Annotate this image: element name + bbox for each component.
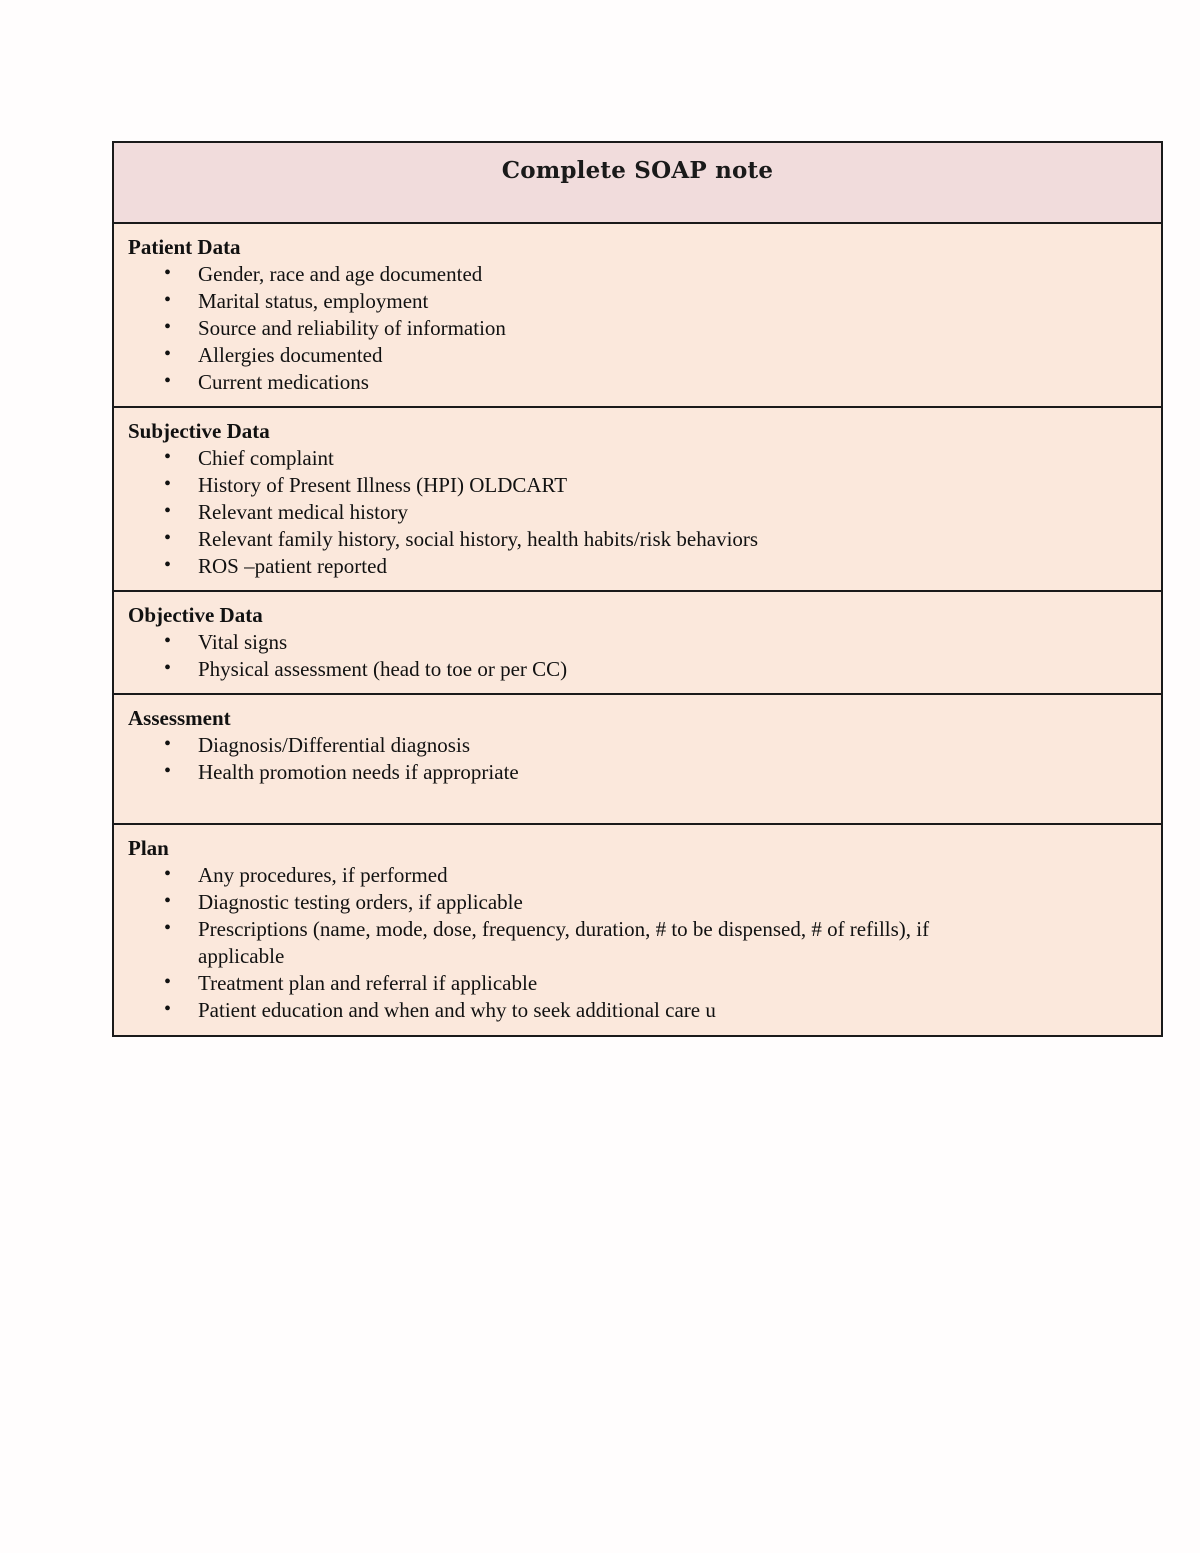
- list-item: [128, 553, 958, 580]
- bullet-list: [128, 732, 1147, 786]
- bullet-icon: •: [164, 370, 172, 392]
- list-item: [128, 369, 958, 396]
- list-item-text: Vital signs: [198, 630, 288, 654]
- table-title-row: [114, 143, 1161, 224]
- section-heading: Plan: [128, 836, 169, 860]
- bullet-icon: •: [164, 760, 172, 782]
- section-objective-data: [114, 592, 1161, 695]
- list-item: [128, 732, 958, 759]
- list-item-text: Any procedures, if performed: [198, 863, 448, 887]
- list-item-text: Health promotion needs if appropriate: [198, 760, 519, 784]
- list-item: [128, 261, 958, 288]
- bullet-icon: •: [164, 917, 172, 939]
- section-heading: Subjective Data: [128, 419, 270, 443]
- list-item: [128, 970, 958, 997]
- soap-note-table: [112, 141, 1163, 1037]
- bullet-list: [128, 629, 1147, 683]
- bullet-list: [128, 261, 1147, 396]
- bullet-icon: •: [164, 554, 172, 576]
- list-item: [128, 315, 958, 342]
- list-item: [128, 288, 958, 315]
- section-patient-data: [114, 224, 1161, 408]
- list-item-text: Current medications: [198, 370, 369, 394]
- list-item-text: Chief complaint: [198, 446, 334, 470]
- list-item: [128, 759, 958, 786]
- bullet-icon: •: [164, 446, 172, 468]
- list-item: [128, 889, 958, 916]
- list-item: [128, 472, 958, 499]
- bullet-icon: •: [164, 289, 172, 311]
- bullet-icon: •: [164, 863, 172, 885]
- list-item-text: Diagnosis/Differential diagnosis: [198, 733, 470, 757]
- list-item-text: Relevant medical history: [198, 500, 408, 524]
- bullet-icon: •: [164, 733, 172, 755]
- list-item-text: History of Present Illness (HPI) OLDCART: [198, 473, 568, 497]
- list-item-text: Treatment plan and referral if applicable: [198, 971, 538, 995]
- section-heading: Patient Data: [128, 235, 241, 259]
- section-heading: Objective Data: [128, 603, 263, 627]
- list-item-text: Prescriptions (name, mode, dose, frequency, duration, # to be dispensed, # of refills), if applicable: [198, 917, 930, 968]
- list-item: [128, 997, 958, 1024]
- bullet-icon: •: [164, 971, 172, 993]
- list-item-text: Relevant family history, social history, health habits/risk behaviors: [198, 527, 759, 551]
- list-item: [128, 342, 958, 369]
- list-item: [128, 445, 958, 472]
- bullet-icon: •: [164, 262, 172, 284]
- section-heading: Assessment: [128, 706, 231, 730]
- bullet-icon: •: [164, 316, 172, 338]
- list-item: [128, 656, 958, 683]
- bullet-icon: •: [164, 657, 172, 679]
- list-item-text: Diagnostic testing orders, if applicable: [198, 890, 523, 914]
- list-item-text: Source and reliability of information: [198, 316, 506, 340]
- section-plan: [114, 825, 1161, 1035]
- list-item-text: Allergies documented: [198, 343, 383, 367]
- list-item-text: Physical assessment (head to toe or per CC): [198, 657, 568, 681]
- list-item-text: ROS –patient reported: [198, 554, 387, 578]
- list-item: [128, 499, 958, 526]
- list-item: [128, 916, 958, 970]
- bullet-icon: •: [164, 343, 172, 365]
- bullet-list: [128, 445, 1147, 580]
- table-title: Complete SOAP note: [501, 157, 774, 184]
- bullet-icon: •: [164, 473, 172, 495]
- list-item-text: Gender, race and age documented: [198, 262, 483, 286]
- bullet-icon: •: [164, 630, 172, 652]
- list-item: [128, 526, 1098, 553]
- section-subjective-data: [114, 408, 1161, 592]
- bullet-list: [128, 862, 1147, 1024]
- section-assessment: [114, 695, 1161, 825]
- bullet-icon: •: [164, 500, 172, 522]
- bullet-icon: •: [164, 890, 172, 912]
- list-item-text: Patient education and when and why to seek additional care u: [198, 998, 716, 1022]
- list-item: [128, 862, 958, 889]
- list-item-text: Marital status, employment: [198, 289, 429, 313]
- bullet-icon: •: [164, 527, 172, 549]
- bullet-icon: •: [164, 998, 172, 1020]
- list-item: [128, 629, 958, 656]
